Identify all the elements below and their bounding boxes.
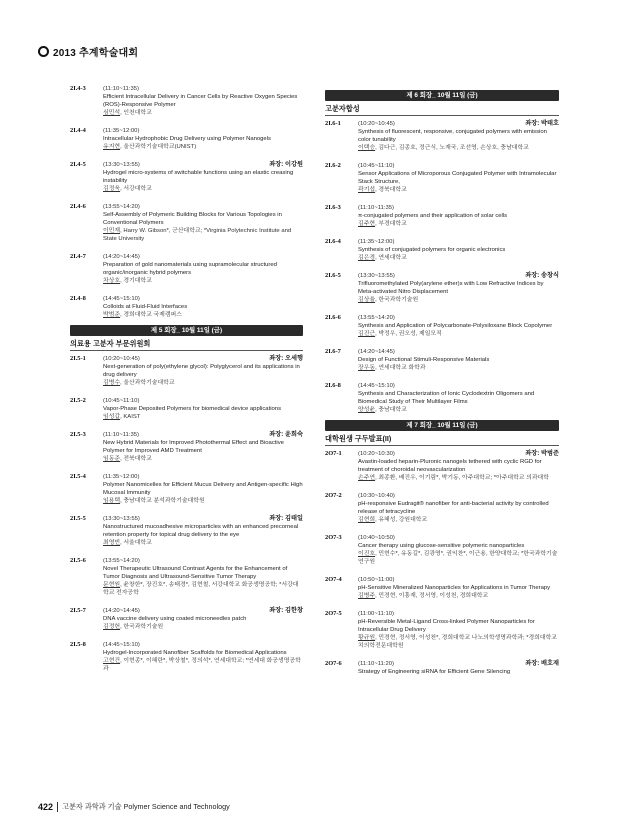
entry-time [358, 492, 559, 500]
entry-authors [358, 516, 559, 524]
entry-authors [103, 185, 303, 193]
presenter-name: 양성윤 [358, 407, 376, 413]
entry-time-text: (13:30~13:55) [103, 162, 140, 168]
entry-id: 2O7-3 [325, 534, 342, 541]
program-entry [70, 161, 303, 193]
entry-id: 2I.6-7 [325, 348, 341, 355]
session-chair: 좌장: 박태호 [525, 120, 559, 127]
entry-time-text: (10:45~11:10) [358, 163, 395, 169]
session-6-bar: 제 6 회장_ 10월 11일 (금) [325, 90, 559, 101]
entry-time-text: (10:20~10:30) [358, 451, 395, 457]
entry-title: Self-Assembly of Polymeric Building Blocks for Various Topologies in Conventional Polymers [103, 212, 282, 226]
right-column [325, 90, 559, 676]
entry-authors [103, 539, 303, 547]
entry-id: 2I.5-8 [70, 641, 86, 648]
entry-id: 2I.6-5 [325, 272, 341, 279]
left-top-entries [70, 85, 303, 319]
program-entry [325, 238, 559, 262]
entry-authors [358, 296, 559, 304]
entry-id: 2I.4-4 [70, 127, 86, 134]
entry-authors [358, 330, 559, 338]
presenter-name: 김정헌 [103, 624, 121, 630]
entry-id: 2I.5-7 [70, 607, 86, 614]
entry-authors [103, 379, 303, 387]
presenter-name: 심민석 [103, 110, 121, 116]
program-entry [70, 355, 303, 387]
presenter-name: 차상호 [103, 278, 121, 284]
entry-id: 2I.6-8 [325, 382, 341, 389]
entry-time [103, 295, 303, 303]
program-entry [325, 382, 559, 414]
entry-authors [103, 497, 303, 505]
conference-title: 2013 추계학술대회 [53, 47, 139, 59]
entry-time-text: (13:55~14:20) [103, 558, 140, 564]
entry-id: 2I.4-3 [70, 85, 86, 92]
entry-title: pH-Reversible Metal-Ligand Cross-linked Polymer Nanoparticles for Intracellular Drug Delivery [358, 619, 535, 633]
session-7 [325, 420, 559, 676]
presenter-name: 김정욱 [103, 186, 121, 192]
presenter-name: 이민재 [103, 228, 121, 234]
entry-title: pH-Sensitive Mineralized Nanoparticles for Applications in Tumor Therapy [358, 585, 551, 591]
program-entry [70, 431, 303, 463]
presenter-name: 문현원 [103, 582, 121, 588]
session-6-entries [325, 120, 559, 414]
entry-time [103, 431, 303, 439]
entry-time [358, 272, 559, 280]
entry-title: pH-responsive Eudragit® nanofiber for anti-bacterial activity by controlled release of tetracycline [358, 501, 549, 515]
session-5 [70, 325, 303, 673]
entry-title: Polymer Nanomicelles for Efficient Mucus Delivery and Antigen-specific High Mucosal Immunity [103, 482, 303, 496]
entry-title: DNA vaccine delivery using coated microneedles patch [103, 616, 247, 622]
coauthors-affiliation: , 김다근, 김종호, 정근식, 노재국, 조선영, 손상호, 충남대학교 [375, 145, 529, 151]
entry-time-text: (11:35~12:00) [103, 474, 140, 480]
entry-authors [103, 657, 303, 673]
coauthors-affiliation: , 부경대학교 [375, 221, 407, 227]
coauthors-affiliation: , 유혜성, 강원대학교 [375, 517, 428, 523]
presenter-name: 최영빈 [103, 540, 121, 546]
coauthors-affiliation: , 연세대학교 [375, 255, 407, 261]
entry-title: Synthesis of conjugated polymers for organic electronics [358, 247, 506, 253]
entry-authors [358, 364, 559, 372]
entry-time-text: (10:30~10:40) [358, 493, 395, 499]
entry-title: Colloids at Fluid-Fluid Interfaces [103, 304, 188, 310]
coauthors-affiliation: , 연세대학교 화학과 [375, 365, 426, 371]
entry-time-text: (11:10~11:35) [103, 86, 139, 92]
entry-time [103, 473, 303, 481]
program-entry [325, 576, 559, 600]
entry-time-text: (11:00~11:10) [358, 611, 394, 617]
presenter-name: 장우동 [358, 365, 376, 371]
entry-time-text: (14:45~15:10) [103, 642, 140, 648]
coauthors-affiliation: , 한국과학기술원 [120, 624, 164, 630]
coauthors-affiliation: , 전북대학교 [120, 456, 152, 462]
entry-id: 2I.4-6 [70, 203, 86, 210]
entry-title: π-conjugated polymers and their application of solar cells [358, 213, 508, 219]
entry-id: 2I.6-2 [325, 162, 341, 169]
session-chair: 좌장: 송창식 [525, 272, 559, 279]
coauthors-affiliation: , 울산과학기술대학교(UNIST) [120, 144, 197, 150]
entry-title: Cancer therapy using glucose-sensitive polymeric nanoparticles [358, 543, 525, 549]
page-footer [38, 802, 230, 812]
entry-id: 2O7-6 [325, 660, 342, 667]
coauthors-affiliation: , 경기대학교 [120, 278, 152, 284]
session-chair: 좌장: 이강원 [269, 161, 303, 168]
presenter-name: 이진호 [358, 551, 376, 557]
entry-authors [358, 254, 559, 262]
entry-id: 2I.6-6 [325, 314, 341, 321]
entry-authors [103, 109, 303, 117]
coauthors-affiliation: , KAIST [120, 414, 141, 420]
session-7-section-title: 대학원생 구두발표(II) [325, 435, 559, 446]
presenter-name: 김병주 [358, 593, 376, 599]
presenter-name: 김주현 [358, 221, 376, 227]
entry-title: Synthesis and Application of Polycarbonate-Polysiloxane Block Copolymer [358, 323, 553, 329]
program-entry [70, 397, 303, 421]
entry-authors [103, 143, 303, 151]
program-entry [70, 203, 303, 243]
program-entry [325, 492, 559, 524]
entry-title: Hydrogel-Incorporated Nanofiber Scaffolds for Biomedical Applications [103, 650, 287, 656]
coauthors-affiliation: , 한국과학기술원 [375, 297, 419, 303]
program-entry [70, 641, 303, 673]
entry-time [358, 162, 559, 170]
session-6 [325, 90, 559, 414]
entry-title: Hydrogel micro-systems of switchable functions using an elastic creasing instability [103, 170, 294, 184]
entry-authors [103, 311, 303, 319]
footer-divider [57, 802, 58, 812]
coauthors-affiliation: , 인천대학교 [120, 110, 152, 116]
entry-authors [358, 144, 559, 152]
entry-authors [103, 623, 303, 631]
entry-id: 2I.5-4 [70, 473, 86, 480]
entry-id: 2O7-4 [325, 576, 342, 583]
coauthors-affiliation: , 서울대학교 [120, 540, 152, 546]
program-entry [325, 348, 559, 372]
entry-time-text: (13:55~14:20) [358, 315, 395, 321]
program-entry [70, 473, 303, 505]
program-entry [325, 120, 559, 152]
program-entry [70, 127, 303, 151]
entry-time [358, 450, 559, 458]
program-entry [70, 515, 303, 547]
entry-title: Efficient Intracellular Delivery in Cancer Cells by Reactive Oxygen Species (ROS)-Responsive Polymer [103, 94, 298, 108]
circle-bullet-icon [38, 46, 49, 57]
program-entry [325, 314, 559, 338]
entry-time [103, 397, 303, 405]
entry-id: 2O7-1 [325, 450, 342, 457]
entry-authors [358, 474, 559, 482]
program-entry [70, 607, 303, 631]
entry-title: Next-generation of poly(ethylene glycol): Polyglycerol and its applications in drug delivery [103, 364, 300, 378]
entry-time-text: (10:50~11:00) [358, 577, 395, 583]
program-entry [325, 204, 559, 228]
coauthors-affiliation: , 윤창한*, 장진호*, 송태경*, 김현철, 서강대학교 화공생명공학; *서강대학교 전자공학 [103, 582, 299, 596]
entry-authors [103, 455, 303, 463]
entry-authors [103, 227, 303, 243]
entry-id: 2I.6-4 [325, 238, 341, 245]
session-6-section-title: 고분자합성 [325, 105, 559, 116]
presenter-name: 김상율 [358, 297, 376, 303]
presenter-name: 임동준 [103, 456, 121, 462]
coauthors-affiliation: , 경북대학교 [375, 187, 407, 193]
program-entry [70, 557, 303, 597]
entry-time-text: (10:40~10:50) [358, 535, 395, 541]
left-column [70, 85, 303, 673]
entry-time [358, 120, 559, 128]
entry-id: 2O7-5 [325, 610, 342, 617]
entry-title: Strategy of Engineering siRNA for Efficient Gene Silencing [358, 669, 511, 675]
session-5-section-title: 의료용 고분자 부문위원회 [70, 340, 303, 351]
entry-title: Synthesis and Characterization of Ionic Cyclodextrin Oligomers and Biomedical Study of Their Multilayer Films [358, 391, 535, 405]
entry-title: Vapor-Phase Deposited Polymers for biomedical device applications [103, 406, 282, 412]
presenter-name: 이택승 [358, 145, 376, 151]
entry-time-text: (13:30~13:55) [358, 273, 395, 279]
entry-id: 2O7-2 [325, 492, 342, 499]
entry-time [103, 127, 303, 135]
entry-id: 2I.5-3 [70, 431, 86, 438]
entry-time [103, 253, 303, 261]
coauthors-affiliation: , 경희대학교 국제캠퍼스 [120, 312, 182, 318]
entry-title: Design of Functional Stimuli-Responsive Materials [358, 357, 490, 363]
entry-time-text: (14:20~14:45) [103, 608, 140, 614]
program-entry [325, 272, 559, 304]
session-chair: 좌장: 박범준 [525, 450, 559, 457]
entry-time-text: (11:35~12:00) [103, 128, 140, 134]
entry-title: Synthesis of fluorescent, responsive, conjugated polymers with emission color tunability [358, 129, 547, 143]
coauthors-affiliation: , 서강대학교 [120, 186, 152, 192]
entry-time-text: (13:55~14:20) [103, 204, 140, 210]
entry-time-text: (10:45~11:10) [103, 398, 140, 404]
entry-id: 2I.5-2 [70, 397, 86, 404]
entry-time [358, 238, 559, 246]
entry-time-text: (10:20~10:45) [103, 356, 140, 362]
entry-id: 2I.4-7 [70, 253, 86, 260]
session-chair: 좌장: 김태일 [269, 515, 303, 522]
entry-time [103, 557, 303, 565]
entry-time [103, 85, 303, 93]
entry-authors [103, 277, 303, 285]
presenter-name: 김병수 [103, 380, 121, 386]
entry-time [358, 382, 559, 390]
entry-authors [358, 220, 559, 228]
entry-time-text: (11:10~11:35) [358, 205, 394, 211]
presenter-name: 고현건 [103, 658, 121, 664]
coauthors-affiliation: , 이현종*, 이혜란*, 박상철*, 정의석*, 연세대학교; *연세대 화공생명공학과 [103, 658, 301, 672]
entry-id: 2I.6-3 [325, 204, 341, 211]
session-7-bar: 제 7 회장_ 10월 11일 (금) [325, 420, 559, 431]
presenter-name: 황규원 [358, 635, 376, 641]
entry-time-text: (11:10~11:20) [358, 661, 394, 667]
entry-time-text: (14:20~14:45) [358, 349, 395, 355]
entry-title: New Hybrid Materials for Improved Photothermal Effect and Bioactive Polymer for Improved AMD Treatment [103, 440, 284, 454]
entry-time [103, 515, 303, 523]
program-entry [325, 534, 559, 566]
program-entry [325, 162, 559, 194]
presenter-name: 임성갑 [103, 414, 121, 420]
entry-authors [358, 592, 559, 600]
entry-id: 2I.4-5 [70, 161, 86, 168]
entry-time-text: (10:20~10:45) [358, 121, 395, 127]
session-5-entries [70, 355, 303, 673]
program-entry [70, 85, 303, 117]
program-entry [70, 253, 303, 285]
presenter-name: 손주연 [358, 475, 376, 481]
entry-time-text: (11:10~11:35) [103, 432, 139, 438]
coauthors-affiliation: , 울산과학기술대학교 [120, 380, 175, 386]
coauthors-affiliation: , 민경현, 정서영, 이성천*, 경희대학교 나노의학생명과학과; *경희대학교 치의학전문대학원 [358, 635, 557, 649]
entry-time [358, 576, 559, 584]
entry-authors [103, 413, 303, 421]
entry-title: Novel Therapeutic Ultrasound Contrast Agents for the Enhancement of Tumor Diagnosis and Ultrasound-Sensitive Tumor Therapy [103, 566, 288, 580]
entry-time [358, 314, 559, 322]
entry-time [103, 161, 303, 169]
session-chair: 좌장: 오세행 [269, 355, 303, 362]
entry-title: Nanostructured mucoadhesive microparticles with an enhanced precorneal retention property for topical drug delivery to the eye [103, 524, 299, 538]
entry-id: 2I.6-1 [325, 120, 341, 127]
entry-time [358, 348, 559, 356]
presenter-name: 유지현 [103, 144, 121, 150]
entry-id: 2I.5-6 [70, 557, 86, 564]
entry-time [358, 534, 559, 542]
presenter-name: 김현희 [358, 517, 376, 523]
entry-id: 2I.4-8 [70, 295, 86, 302]
program-entry [325, 450, 559, 482]
program-entry [70, 295, 303, 319]
entry-time [358, 660, 559, 668]
entry-title: Preparation of gold nanomaterials using supramolecular structured organic/inorganic hybrid polymers [103, 262, 277, 276]
entry-time [103, 203, 303, 211]
entry-time [103, 355, 303, 363]
program-entry [325, 660, 559, 676]
entry-title: Trifluoromethylated Poly(arylene ether)s with Low Refractive Indices by Meta-activated Nitro Displacement [358, 281, 544, 295]
presenter-name: 곽기섭 [358, 187, 376, 193]
session-7-entries [325, 450, 559, 676]
entry-authors [358, 406, 559, 414]
entry-time [358, 204, 559, 212]
coauthors-affiliation: , Harry W. Gibson*, 군산대학교; *Virginia Polytechnic Institute and State University [103, 228, 292, 242]
entry-title: Intracellular Hydrophobic Drug Delivery using Polymer Nanogels [103, 136, 271, 142]
page-header [38, 44, 138, 58]
entry-id: 2I.5-1 [70, 355, 86, 362]
entry-authors [358, 550, 559, 566]
entry-time-text: (14:20~14:45) [103, 254, 140, 260]
session-chair: 좌장: 윤희숙 [269, 431, 303, 438]
entry-time [103, 607, 303, 615]
entry-title: Sensor Applications of Microporous Conjugated Polymer with Intramolecular Stack Structure, [358, 171, 557, 185]
entry-time [103, 641, 303, 649]
coauthors-affiliation: , 민현수*, 유동길*, 김광명*, 권익찬*, 이근용, 한양대학교; *한국과학기술연구원 [358, 551, 558, 565]
presenter-name: 김은경 [358, 255, 376, 261]
program-entry [325, 610, 559, 650]
journal-name: 고분자 과학과 기술 Polymer Science and Technology [62, 802, 230, 811]
entry-id: 2I.5-5 [70, 515, 86, 522]
coauthors-affiliation: , 민경현, 이흥재, 정서영, 이성천, 경희대학교 [375, 593, 489, 599]
session-5-bar: 제 5 회장_ 10월 11일 (금) [70, 325, 303, 336]
coauthors-affiliation: , 박정우, 권오성, 제일모직 [375, 331, 442, 337]
session-chair: 좌장: 배호재 [525, 660, 559, 667]
entry-time [358, 610, 559, 618]
presenter-name: 임용택 [103, 498, 121, 504]
coauthors-affiliation: , 충남대학교 분석과학기술대학원 [120, 498, 205, 504]
entry-time-text: (14:45~15:10) [103, 296, 140, 302]
entry-authors [103, 581, 303, 597]
page-number: 422 [38, 802, 54, 812]
presenter-name: 박범준 [103, 312, 121, 318]
presenter-name: 김진근 [358, 331, 376, 337]
coauthors-affiliation: , 충남대학교 [375, 407, 407, 413]
entry-time-text: (13:30~13:55) [103, 516, 140, 522]
entry-authors [358, 634, 559, 650]
coauthors-affiliation: , 최종환, 배진우, 이기림*, 박기동, 아주대학교; *아주대학교 의과대학 [375, 475, 549, 481]
entry-title: Avastin-loaded heparin-Pluronic nanogels tethered with cyclic RGD for treatment of choroidal neovascularization [358, 459, 542, 473]
entry-time-text: (11:35~12:00) [358, 239, 395, 245]
entry-time-text: (14:45~15:10) [358, 383, 395, 389]
session-chair: 좌장: 김한창 [269, 607, 303, 614]
entry-authors [358, 186, 559, 194]
